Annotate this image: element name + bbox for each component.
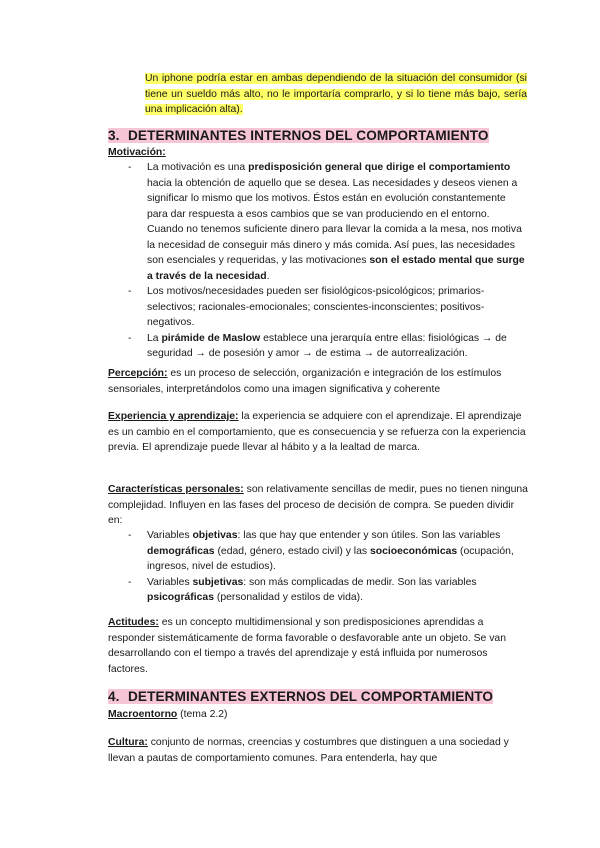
section-3-number: 3. (108, 128, 120, 143)
motivacion-list (128, 160, 528, 362)
list-item: - Variables objetivas: las que hay que entender y son útiles. Son las variables demográficas (edad, género, estado civil) y las socioeconómicas (ocupación, ingresos, nivel de estudios). (128, 530, 514, 572)
list-item: - Los motivos/necesidades pueden ser fisiológicos-psicológicos; primarios-selectivos; racionales-emocionales; conscientes-inconscientes; positivos-negativos. (128, 286, 485, 328)
percepcion-label: Percepción: (108, 368, 168, 379)
caracteristicas-paragraph: Características personales: son relativamente sencillas de medir, pues no tienen ninguna complejidad. Influyen en las fases del proceso de decisión de compra. Se pueden dividir en: (108, 484, 528, 526)
section-4-title: DETERMINANTES EXTERNOS DEL COMPORTAMIENTO (128, 689, 494, 704)
experiencia-label: Experiencia y aprendizaje: (108, 411, 239, 422)
section-3-heading (108, 127, 489, 144)
section-4-heading (108, 688, 493, 705)
caracteristicas-list (128, 528, 528, 606)
actitudes-paragraph: Actitudes: es un concepto multidimensional y son predisposiciones aprendidas a responder sistemáticamente de forma favorable o desfavorable ante un objeto. Se van desarrollando con el tiempo a través del aprendizaje y está influida por numerosos factores. (108, 617, 506, 675)
list-item: - La motivación es una predisposición general que dirige el comportamiento hacia la obtención de aquello que se desea. Las necesidades y deseos vienen a significar lo mismo que los motivos. Éstos están en evolución constantemente para dar respuesta a esos cambios que se van produciendo en el entorno. Cuando no tenemos suficiente dinero para llevar la comida a la mesa, nos motiva la necesidad de conseguir más dinero y más comida. Así pues, las necesidades son esenciales y requeridas, y las motivaciones son el estado mental que surge a través de la necesidad. (128, 162, 525, 282)
percepcion-paragraph: Percepción: es un proceso de selección, organización e integración de los estímulos sensoriales, interpretándolos como una imagen significativa y coherente (108, 368, 502, 395)
caracteristicas-label: Características personales: (108, 484, 244, 495)
motivacion-label: Motivación: (108, 147, 166, 158)
bullet-dash: - (128, 530, 132, 541)
actitudes-label: Actitudes: (108, 617, 159, 628)
bullet-dash: - (128, 332, 132, 344)
bullet-dash: - (128, 162, 132, 173)
intro-note (145, 71, 527, 118)
list-item: - Variables subjetivas: son más complicadas de medir. Son las variables psicográficas (personalidad y estilos de vida). (128, 576, 477, 603)
cultura-paragraph: Cultura: conjunto de normas, creencias y costumbres que distinguen a una sociedad y llevan a pautas de comportamiento comunes. Para entenderla, hay que (108, 737, 509, 764)
bullet-dash: - (128, 576, 132, 588)
intro-note-text: Un iphone podría estar en ambas dependiendo de la situación del consumidor (si tiene un sueldo más alto, no le importaría comprarlo, y si lo tiene más bajo, sería una implicación alta). (145, 73, 527, 115)
section-4-number: 4. (108, 689, 120, 704)
macroentorno-label: Macroentorno (108, 709, 178, 720)
bullet-dash: - (128, 286, 132, 297)
cultura-label: Cultura: (108, 737, 148, 748)
experiencia-paragraph: Experiencia y aprendizaje: la experiencia se adquiere con el aprendizaje. El aprendizaje es un cambio en el comportamiento, que es consecuencia y se refuerza con la experiencia previa. El aprendizaje puede llevar al hábito y a la lealtad de marca. (108, 411, 526, 453)
list-item: - La pirámide de Maslow establece una jerarquía entre ellas: fisiológicas → de seguridad → de posesión y amor → de estima → de autorrealización. (128, 332, 507, 359)
macroentorno-line: Macroentorno (tema 2.2) (108, 709, 228, 720)
section-3-title: DETERMINANTES INTERNOS DEL COMPORTAMIENTO (128, 128, 489, 143)
